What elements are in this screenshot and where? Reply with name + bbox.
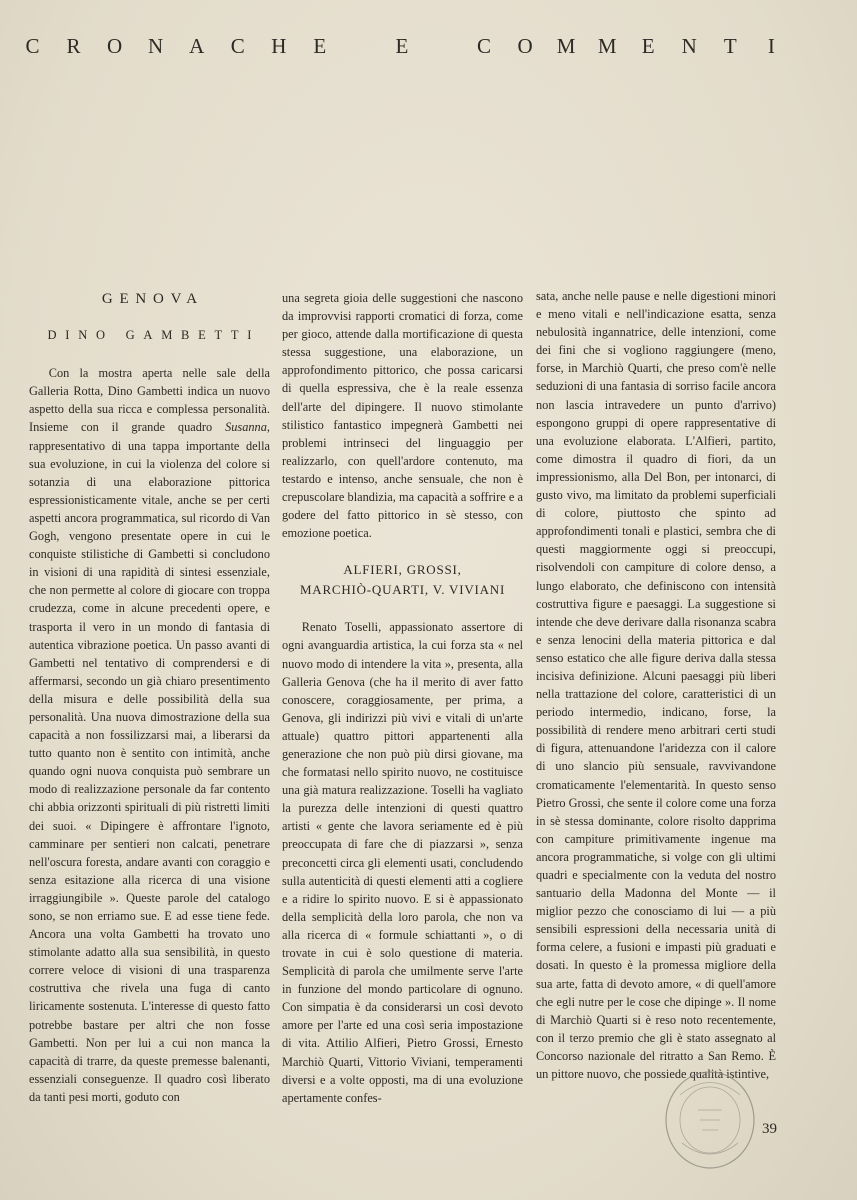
header-letter: A bbox=[189, 34, 205, 58]
header-letter: E bbox=[313, 34, 327, 58]
header-letter: C bbox=[230, 34, 245, 58]
column-1 bbox=[29, 290, 270, 1106]
header-letter: O bbox=[517, 34, 533, 58]
paragraph: una segreta gioia delle suggestioni che nascono da improvvisi rapporti cromatici di forza, come per gioco, attende dalla mortificazione di questa stessa suggestione, una elaborazione, un approfondimento pittorico, che possa caricarsi di quella espressiva, che è la reale essenza dell'arte del dipingere. Il nuovo stimolante stilistico fantastico impegnerà Gambetti nei problemi intrinseci del linguaggio per realizzarlo, con quell'ardore contenuto, ma testardo e intenso, anche sensuale, che non è crepuscolare blandizia, ma capacità a soffrire e a godere del fatto pittorico in sè stesso, con emozione poetica. bbox=[282, 291, 523, 541]
page-header-cronache-e-commenti bbox=[22, 34, 782, 59]
header-letter: M bbox=[556, 34, 576, 58]
header-letter: C bbox=[477, 34, 492, 58]
author-name: DINO GAMBETTI bbox=[47, 328, 261, 343]
header-letter: T bbox=[723, 34, 737, 58]
section2-title bbox=[282, 560, 523, 600]
header-letter bbox=[432, 34, 453, 59]
paragraph: Con la mostra aperta nelle sale della Galleria Rotta, Dino Gambetti indica un nuovo aspetto della sua ricca e complessa personalità. Insieme con il grande quadro Susanna, rappresentativo di una tappa importante della sua evoluzione, in cui la violenza del colore si sotanzia di una elaborazione pittorica espressionisticamente vitale, anche se per certi aspetti ancora programmatica, sul ricordo di Van Gogh, vengono presentate opere in cui le conquiste stilistiche di Gambetti si concludono in visioni di una rapidità di sintesi essenziale, che non permette al colore di giocare con troppa crudezza, come in alcune precedenti opere, e trasporta il vero in un mondo di fantasia di autentica vibrazione poetica. Un passo avanti di Gambetti nel tentativo di comprendersi e di affermarsi, secondo un già chiaro presentimento della misura e delle possibilità della sua personalità. Una nuova dimostrazione della sua capacità a non fossilizzarsi mai, a liberarsi da tutto quanto non è sentito con intimità, anche quando ogni nuova conquista può sembrare un modo di realizzazione personale da far contento chi abbia orizzonti spirituali di più ristretti limiti dei suoi. « Dipingere è affrontare l'ignoto, camminare per sentieri non calcati, penetrare nell'oscura foresta, andare avanti con coraggio e senza esitazione alla ricerca di una visione irraggiungibile ». Queste parole del catalogo sono, se non erriamo sue. E ad esse tiene fede. Ancora una volta Gambetti ha trovato uno stimolante adatto alla sua sensibilità, in questo correre veloce di visioni di una trasparenza costruttiva che rivela una fuga di canto liricamente sostenuta. L'interesse di questo fatto potrebbe bastare per altri che non fosse Gambetti. Non per lui a cui non manca la capacità di trarre, da queste premesse balenanti, essenziali conseguenze. Il quadro così liberato da tanti pesi morti, goduto con bbox=[29, 366, 270, 1104]
header-letter: E bbox=[641, 34, 655, 58]
column-2 bbox=[282, 289, 523, 1107]
header-letter: E bbox=[395, 34, 409, 58]
header-letter: C bbox=[25, 34, 40, 58]
stamp-seal-icon bbox=[660, 1065, 770, 1180]
header-letter bbox=[350, 34, 371, 59]
header-letter: M bbox=[597, 34, 617, 58]
paragraph: sata, anche nelle pause e nelle digestioni minori e meno vitali e nell'indicazione esatta, senza nebulosità ingannatrice, delle intenzioni, come dei fini che si vogliono raggiungere (meno, forse, in Marchiò Quarti, che preso com'è nelle seduzioni di una fantasia di sorriso facile ancora non lascia intravedere un punto d'arrivo) espongono gruppi di opere rappresentative di una evoluzione elaborata. L'Alfieri, partito, come dimostra il quadro di fiori, da un impressionismo, alla Del Bon, per intonarci, di gusto vivo, ma limitato da problemi superficiali di colore, piuttosto che spinto ad approfondimenti tonali e plastici, sembra che di questi maggiormente oggi si preoccupi, risolvendoli con campiture di colore denso, a lungo elaborato, che definiscono con intensità costruttiva figure e paesaggi. La suggestione si intende che deve derivare dalla risonanza scabra e senza lenocini della materia pittorica e dal senso estatico che alle figure deriva dalla stessa incisiva definizione. Alcuni paesaggi più liberi nella trattazione del colore, caratteristici di un periodo intermedio, indicano, forse, la possibilità di rendere meno arbitrari certi studi di figura, attenuandone l'aridezza con il calore di uno slancio più sensuale, ravvivandone cromaticamente l'elementarità. In questo senso Pietro Grossi, che sente il colore come una forza in sè stessa dominante, colore risolto dapprima con campiture primitivamente ingenue ma ancora programmatiche, si volge con gli ultimi quadri e specialmente con la veduta del nostro santuario della Madonna del Monte — il miglior pezzo che conosciamo di lui — a più sensibili espressioni della necessaria unità di forma celere, a fusioni e impasti più graduati e dosati. In questo è la promessa migliore della sua arte, fatta di devoto amore, « di quell'amore che egli nutre per le cose che dipinge ». Il nome di Marchiò Quarti si è reso noto recentemente, con il terzo premio che gli è stato assegnato al Concorso nazionale del ritratto a San Remo. È un pittore nuovo, che possiede qualità istintive, bbox=[536, 289, 776, 1082]
column-3 bbox=[536, 287, 776, 1083]
header-letter: N bbox=[681, 34, 697, 58]
paragraph: Renato Toselli, appassionato assertore di ogni avanguardia artistica, la cui forza sta « nel nuovo modo di intendere la vita », presenta, alla Galleria Genova (che ha il merito di aver fatto conoscere, coraggiosamente, per prima, a Genova, gli indirizzi più vivi e vitali di un'arte attuale) quattro pittori appartenenti alla generazione che non può più dirsi giovane, ma che formatasi nello spirito nuovo, ne costituisce una già matura realizzazione. Toselli ha vagliato la purezza delle intenzioni di questi quattro artisti « gente che lavora seriamente ed è più preoccupata di fare che di piazzarsi », senza preconcetti circa gli elementi usati, concludendo sulla autenticità di questi elementi atti a cogliere e a ridire lo spirito nuovo. E si è appassionato della semplicità della loro parola, che non va alla ricerca di « formule schiattanti », o di trovate in cui è solo questione di materia. Semplicità di parola che umilmente serve l'arte in funzione del mondo particolare di ognuno. Con simpatia è da considerarsi un così devoto amore per l'arte ed una così seria impostazione di vita. Attilio Alfieri, Pietro Grossi, Ernesto Marchiò Quarti, Vittorio Viviani, temperamenti diversi e a volte opposti, ma di una evoluzione apertamente confes- bbox=[282, 620, 523, 1105]
section-title: GENOVA bbox=[101, 291, 204, 307]
page-number: 39 bbox=[762, 1121, 777, 1137]
header-letter: N bbox=[148, 34, 164, 58]
library-stamp bbox=[660, 1065, 770, 1180]
section2-title-line1: ALFIERI, GROSSI, bbox=[343, 562, 462, 578]
section2-title-line2: MARCHIÒ-QUARTI, V. VIVIANI bbox=[299, 582, 506, 598]
header-letter: R bbox=[66, 34, 81, 58]
header-letter: O bbox=[107, 34, 123, 58]
header-letter: H bbox=[271, 34, 287, 58]
header-letter: I bbox=[767, 34, 775, 58]
